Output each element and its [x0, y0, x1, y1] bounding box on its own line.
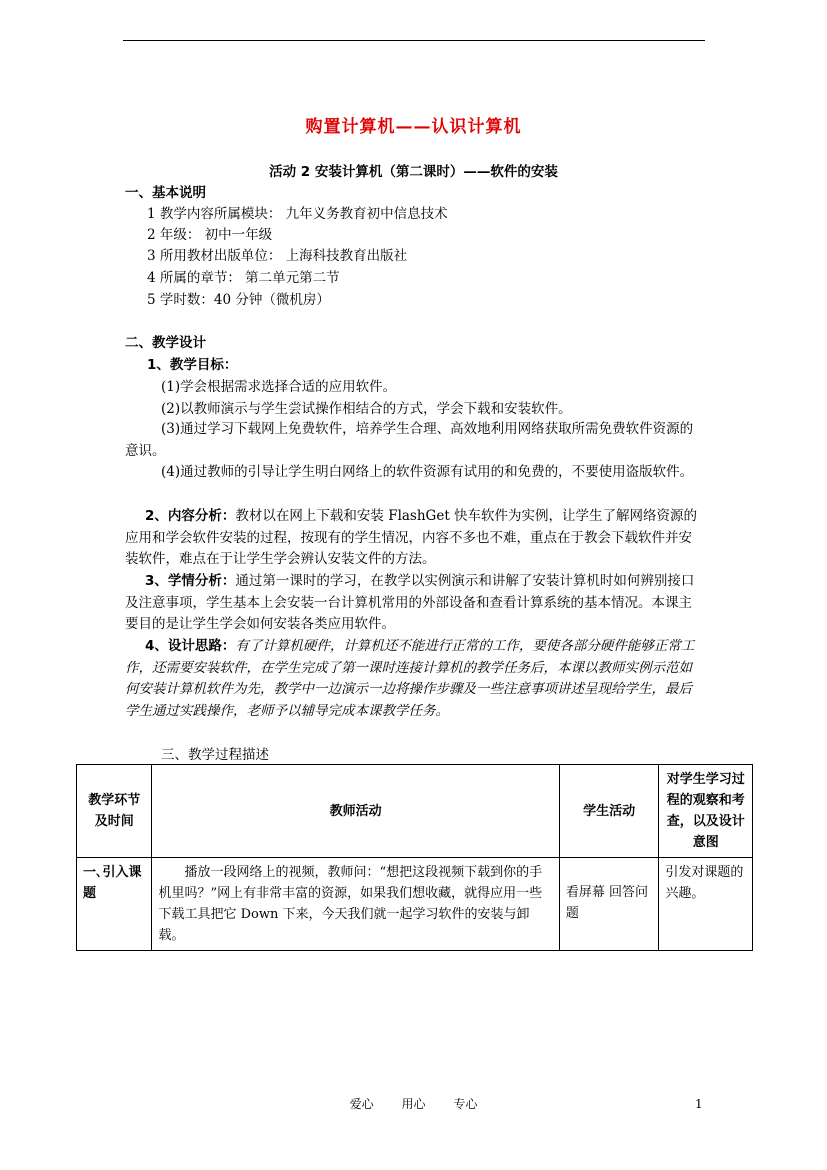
- col-header-teacher: 教师活动: [152, 765, 559, 858]
- page-number: 1: [695, 1097, 703, 1111]
- student-analysis: [125, 571, 705, 636]
- col-header-student: 学生活动: [559, 765, 659, 858]
- student-analysis-label: 3、学情分析：: [145, 573, 236, 589]
- cell-teacher: 播放一段网络上的视频，教师问：“想把这段视频下载到你的手机里吗？”网上有非常丰富的资源，如果我们想收藏，就得应用一些下载工具把它 Down 下来，今天我们就一起学习软件的安装与卸载。: [152, 858, 559, 951]
- footer-word: 爱心: [349, 1097, 374, 1111]
- document-subtitle: 活动 2 安装计算机（第二课时）——软件的安装: [269, 164, 558, 180]
- footer-word: 专心: [453, 1097, 478, 1111]
- cell-stage: 一､引入课题: [77, 858, 152, 951]
- page-footer: [0, 1095, 827, 1112]
- section3-heading: 三、教学过程描述: [161, 747, 269, 763]
- basic-info-item: 2 年级： 初中一年级: [147, 227, 273, 243]
- design-idea: [125, 636, 705, 722]
- basic-info-item: 4 所属的章节： 第二单元第二节: [147, 270, 340, 286]
- col-header-observe: 对学生学习过程的观察和考查，以及设计意图: [659, 765, 753, 858]
- basic-info-item: 1 教学内容所属模块： 九年义务教育初中信息技术: [147, 206, 448, 222]
- content-analysis-label: 2、内容分析：: [145, 508, 236, 524]
- content-analysis-text: 教材以在网上下载和安装 FlashGet 快车软件为实例，让学生了解网络资源的应用和学会软件安装的过程，按现有的学生情况，内容不多也不难，重点在于教会下载软件并安装软件，难点在于让学生学会辨认安装文件的方法。: [125, 508, 698, 567]
- process-table: [76, 764, 753, 951]
- cell-observe: 引发对课题的兴趣。: [659, 858, 753, 951]
- design-idea-label: 4、设计思路：: [145, 638, 236, 654]
- design-idea-text: 有了计算机硬件，计算机还不能进行正常的工作，要使各部分硬件能够正常工作，还需要安装软件，在学生完成了第一课时连接计算机的教学任务后，本课以教师实例示范如何安装计算机软件为先，教学中一边演示一边将操作步骤及一些注意事项讲述呈现给学生，最后学生通过实践操作，老师予以辅导完成本课教学任务。: [125, 638, 695, 719]
- goal-item: (1)学会根据需求选择合适的应用软件。: [161, 379, 397, 395]
- section2-heading: 二、教学设计: [125, 335, 206, 351]
- document-title: 购置计算机——认识计算机: [305, 117, 522, 137]
- table-header-row: [77, 765, 753, 858]
- section1-heading: 一、基本说明: [125, 185, 206, 201]
- student-analysis-text: 通过第一课时的学习，在教学以实例演示和讲解了安装计算机时如何辨别接口及注意事项，学生基本上会安装一台计算机常用的外部设备和查看计算系统的基本情况。本课主要目的是让学生学会如何安装各类应用软件。: [125, 573, 695, 632]
- goal-item: (2)以教师演示与学生尝试操作相结合的方式，学会下载和安装软件。: [161, 401, 572, 417]
- basic-info-item: 3 所用教材出版单位： 上海科技教育出版社: [147, 248, 408, 264]
- content-analysis: [125, 506, 705, 571]
- goal-item: (3)通过学习下载网上免费软件，培养学生合理、高效地利用网络获取所需免费软件资源的意识。: [125, 421, 694, 459]
- col-header-stage: 教学环节及时间: [77, 765, 152, 858]
- basic-info-item: 5 学时数：40 分钟（微机房）: [147, 292, 330, 308]
- goals-heading: 1、教学目标：: [147, 357, 238, 373]
- header-rule: [123, 40, 705, 41]
- table-row: [77, 858, 753, 951]
- cell-student: 看屏幕 回答问题: [559, 858, 659, 951]
- footer-word: 用心: [401, 1097, 426, 1111]
- goal-item: (4)通过教师的引导让学生明白网络上的软件资源有试用的和免费的，不要使用盗版软件。: [161, 464, 694, 480]
